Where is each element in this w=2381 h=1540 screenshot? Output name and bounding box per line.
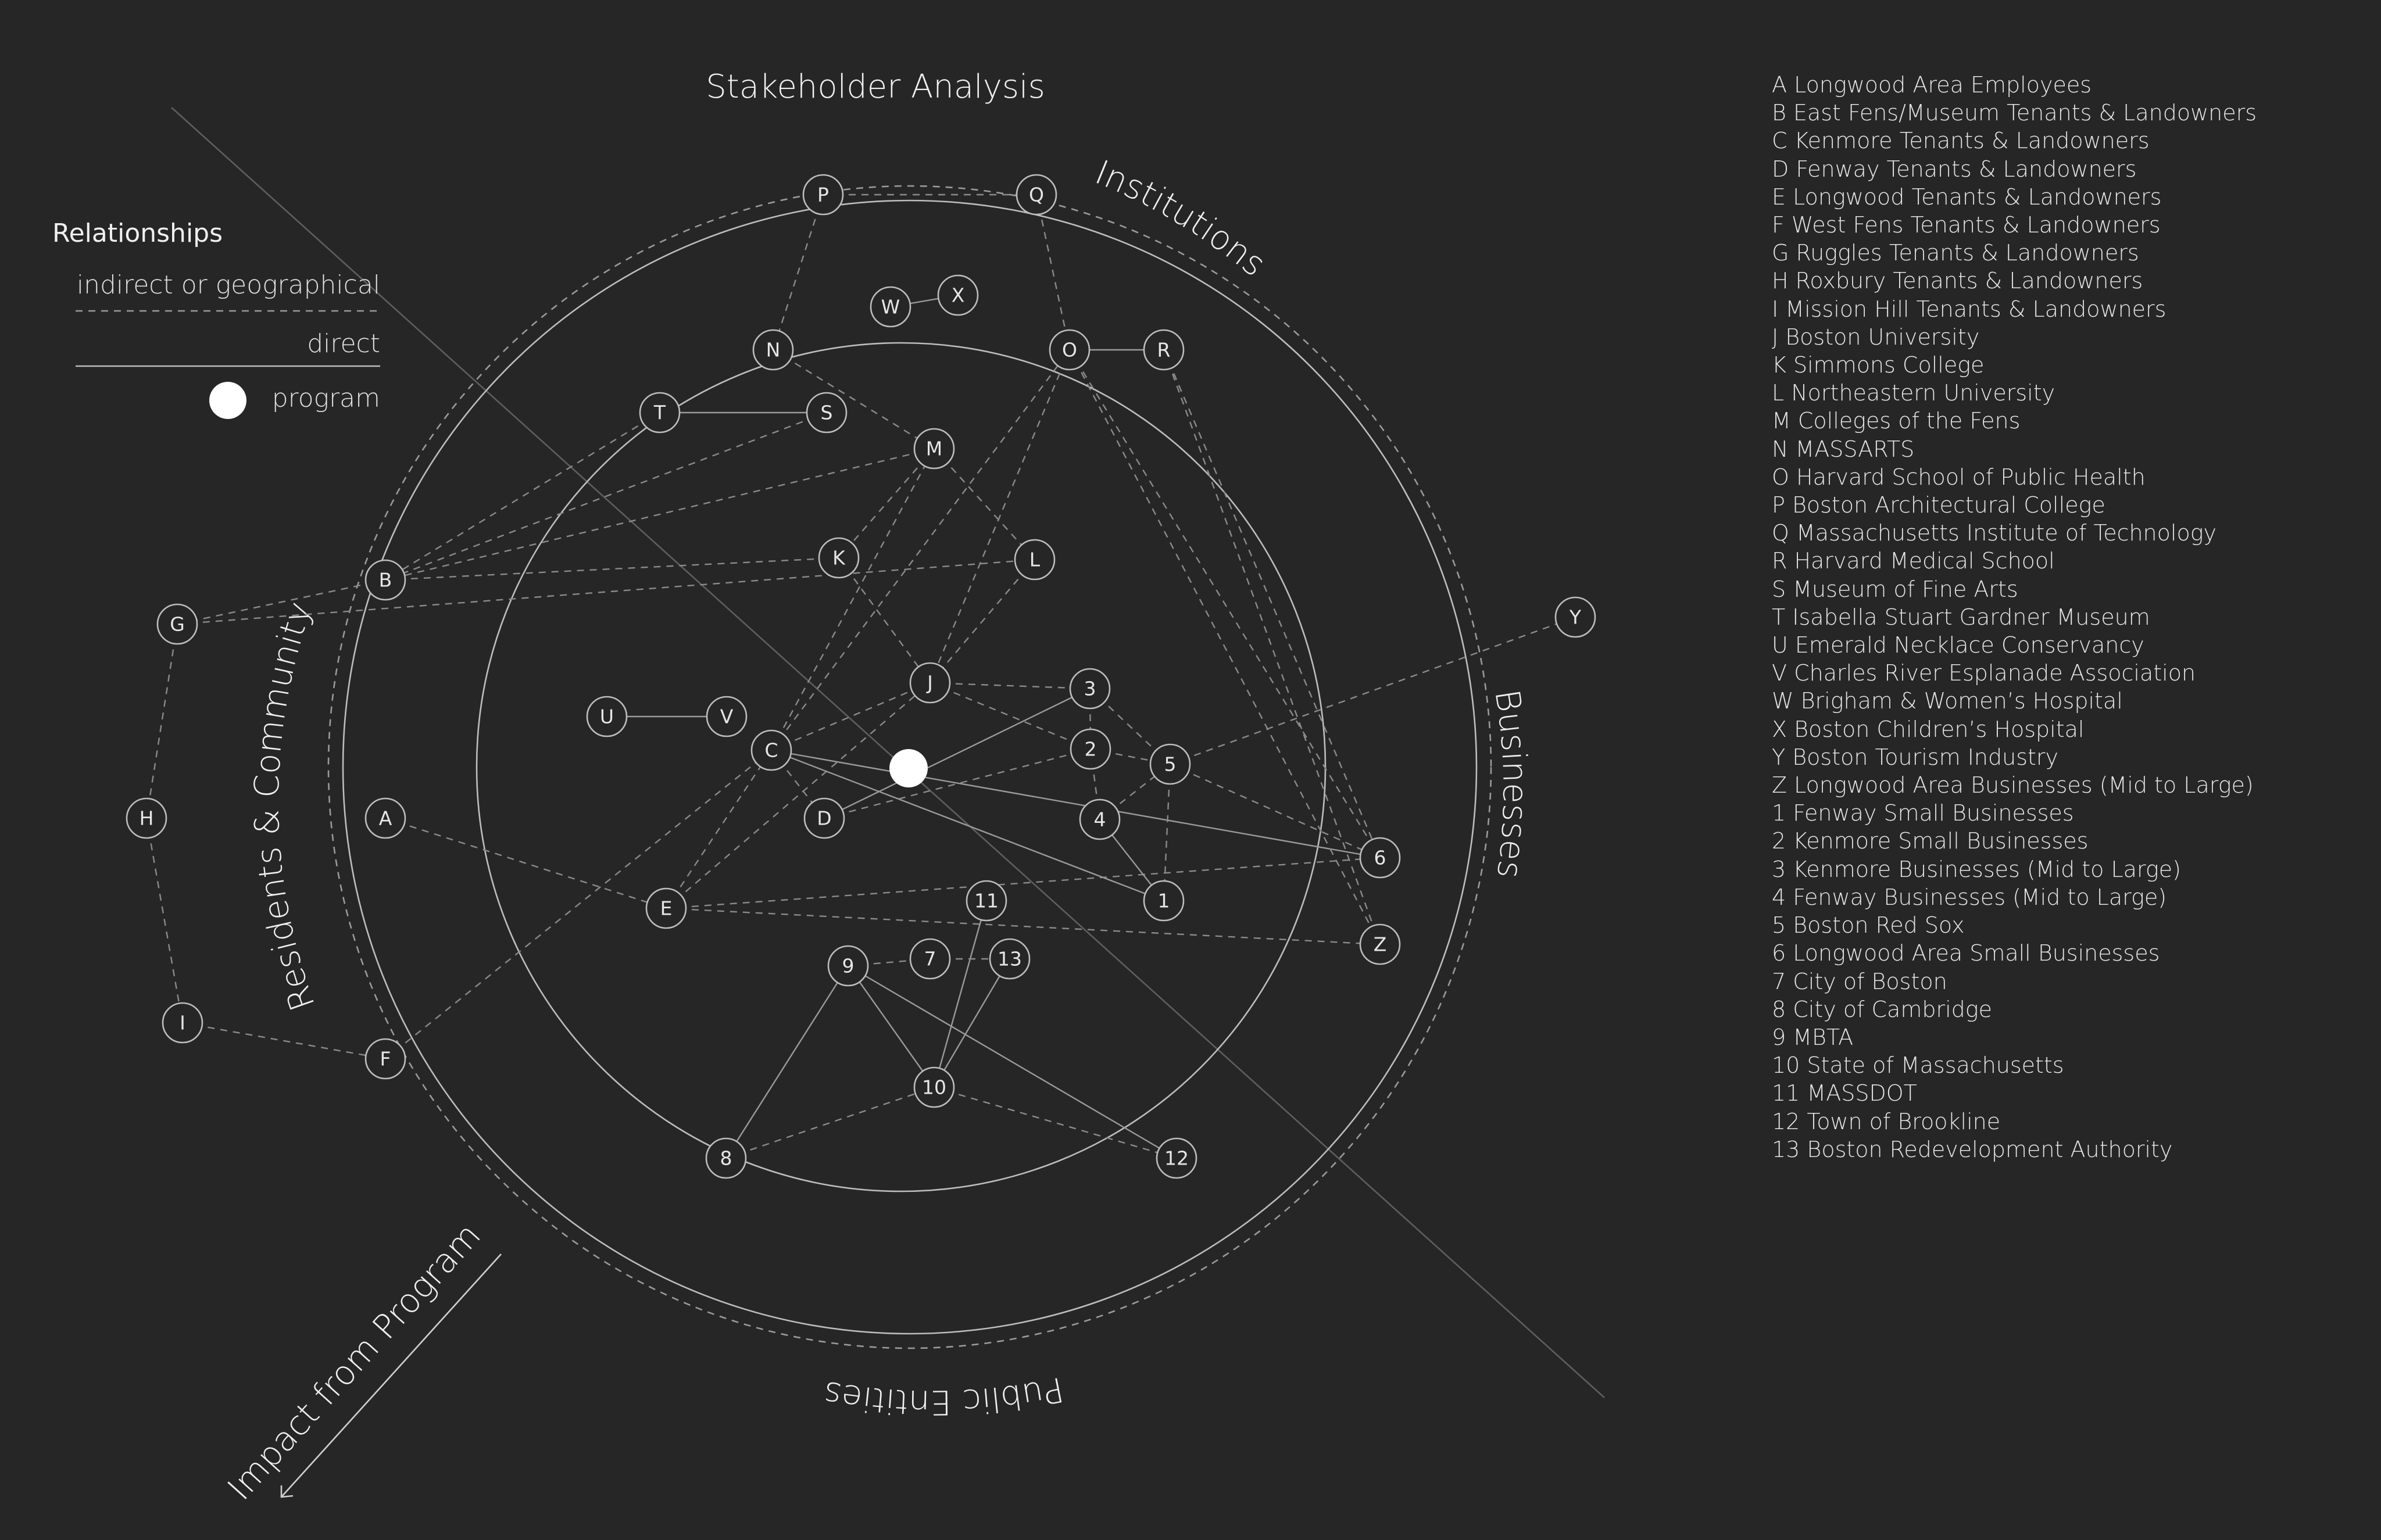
edge-R-Z xyxy=(1164,350,1380,944)
node-label: S xyxy=(820,401,833,424)
legend-direct-label: direct xyxy=(307,329,380,359)
node-label: T xyxy=(653,401,666,424)
key-item: U Emerald Necklace Conservancy xyxy=(1772,632,2144,658)
node-label: F xyxy=(380,1047,391,1070)
edge-C-M xyxy=(771,449,934,750)
node-label: E xyxy=(660,897,673,920)
node-label: O xyxy=(1062,338,1077,361)
node-label: G xyxy=(170,613,185,636)
node-1 xyxy=(1144,881,1184,921)
key-item: F West Fens Tenants & Landowners xyxy=(1772,212,2161,238)
node-2 xyxy=(1071,729,1110,769)
node-9 xyxy=(828,946,868,986)
node-K xyxy=(819,538,859,578)
edge-S-B xyxy=(385,413,827,580)
edge-T-B xyxy=(385,413,660,580)
edge-R-6 xyxy=(1164,350,1380,858)
node-J xyxy=(910,663,950,703)
node-B xyxy=(366,560,405,600)
node-label: 9 xyxy=(842,954,855,977)
key-item: 11 MASSDOT xyxy=(1772,1080,1917,1106)
edge-9-12 xyxy=(848,966,1177,1158)
node-E xyxy=(646,889,686,928)
edge-10-12 xyxy=(934,1087,1177,1158)
node-X xyxy=(938,275,978,315)
program-dot xyxy=(889,749,928,787)
key-item: S Museum of Fine Arts xyxy=(1772,576,2018,602)
node-G xyxy=(158,604,197,644)
node-D xyxy=(805,798,844,838)
key-item: D Fenway Tenants & Landowners xyxy=(1772,156,2137,182)
node-10 xyxy=(914,1068,954,1107)
sector-residents: Residents & Community xyxy=(246,597,323,1016)
node-label: U xyxy=(599,705,614,728)
edge-11-10 xyxy=(934,901,986,1087)
key-item: O Harvard School of Public Health xyxy=(1772,464,2146,490)
node-label: 12 xyxy=(1164,1147,1189,1170)
node-label: B xyxy=(378,568,392,592)
node-label: H xyxy=(139,807,154,830)
sector-businesses: Businesses xyxy=(1487,686,1535,881)
key-item: C Kenmore Tenants & Landowners xyxy=(1772,128,2150,154)
node-C xyxy=(752,730,791,770)
node-label: D xyxy=(817,807,832,830)
edge-L-J xyxy=(930,560,1035,683)
stakeholder-key xyxy=(1772,71,2257,1163)
node-label: A xyxy=(378,807,392,830)
key-item: N MASSARTS xyxy=(1772,436,1915,462)
edge-J-3 xyxy=(930,683,1090,689)
node-label: 7 xyxy=(924,947,936,970)
key-item: Q Massachusetts Institute of Technology xyxy=(1772,520,2216,546)
node-label: 1 xyxy=(1157,889,1170,912)
edge-E-C xyxy=(666,750,771,908)
key-item: E Longwood Tenants & Landowners xyxy=(1772,184,2162,210)
node-label: L xyxy=(1029,548,1041,571)
key-item: 5 Boston Red Sox xyxy=(1772,912,1965,939)
key-item: 2 Kenmore Small Businesses xyxy=(1772,828,2089,854)
node-label: R xyxy=(1157,338,1171,361)
edge-O-6 xyxy=(1070,350,1380,858)
node-label: 11 xyxy=(974,889,999,912)
stakeholder-nodes xyxy=(127,175,1595,1178)
edge-9-10 xyxy=(848,966,934,1087)
edge-I-F xyxy=(183,1023,385,1059)
node-4 xyxy=(1080,800,1120,839)
key-item: 7 City of Boston xyxy=(1772,968,1947,994)
node-P xyxy=(803,175,843,214)
node-T xyxy=(640,393,680,432)
impact-label: Impact from Program xyxy=(219,1215,489,1508)
node-label: J xyxy=(927,671,933,694)
key-item: P Boston Architectural College xyxy=(1772,492,2105,518)
key-item: 12 Town of Brookline xyxy=(1772,1108,2001,1134)
edge-N-M xyxy=(773,350,934,449)
node-label: I xyxy=(180,1011,185,1034)
node-8 xyxy=(706,1138,746,1178)
edge-O-Z xyxy=(1070,350,1380,944)
edge-C-6 xyxy=(771,750,1380,858)
node-label: M xyxy=(925,437,943,460)
node-13 xyxy=(990,939,1029,979)
key-item: L Northeastern University xyxy=(1772,380,2055,406)
node-3 xyxy=(1070,669,1110,708)
key-item: J Boston University xyxy=(1772,324,1980,350)
node-5 xyxy=(1150,744,1190,784)
node-O xyxy=(1050,330,1089,370)
edge-E-6 xyxy=(666,858,1380,908)
node-label: P xyxy=(817,183,829,206)
node-Q xyxy=(1017,175,1056,214)
legend-program-dot xyxy=(209,382,246,419)
node-label: 8 xyxy=(720,1147,732,1170)
node-label: 2 xyxy=(1084,737,1097,761)
legend-indirect-label: indirect or geographical xyxy=(76,270,380,300)
node-Y xyxy=(1556,597,1595,637)
node-label: X xyxy=(951,284,965,307)
node-V xyxy=(707,697,746,736)
node-label: C xyxy=(764,739,778,762)
node-label: K xyxy=(832,546,845,570)
key-item: R Harvard Medical School xyxy=(1772,548,2055,574)
node-12 xyxy=(1157,1138,1196,1178)
key-item: X Boston Children’s Hospital xyxy=(1772,716,2085,742)
node-label: 6 xyxy=(1374,846,1386,869)
edge-J-2 xyxy=(930,683,1091,749)
node-L xyxy=(1015,540,1054,579)
node-A xyxy=(366,798,405,838)
node-label: 4 xyxy=(1093,808,1106,831)
key-item: G Ruggles Tenants & Landowners xyxy=(1772,240,2139,266)
node-I xyxy=(163,1003,202,1043)
edge-G-H xyxy=(146,624,177,818)
edge-O-J xyxy=(930,350,1070,683)
node-11 xyxy=(967,881,1006,921)
key-item: M Colleges of the Fens xyxy=(1772,408,2021,434)
edge-5-6 xyxy=(1170,764,1380,858)
key-item: 6 Longwood Area Small Businesses xyxy=(1772,940,2160,966)
node-6 xyxy=(1360,838,1400,878)
key-item: 1 Fenway Small Businesses xyxy=(1772,800,2074,826)
node-label: 10 xyxy=(922,1076,946,1099)
edge-M-L xyxy=(934,449,1035,560)
key-item: Y Boston Tourism Industry xyxy=(1772,744,2058,770)
key-item: T Isabella Stuart Gardner Museum xyxy=(1772,604,2150,630)
node-S xyxy=(807,393,846,432)
key-item: 9 MBTA xyxy=(1772,1024,1854,1050)
node-H xyxy=(127,798,166,838)
edge-C-J xyxy=(771,683,930,750)
key-item: B East Fens/Museum Tenants & Landowners xyxy=(1772,100,2257,126)
node-W xyxy=(871,287,910,327)
key-item: 13 Boston Redevelopment Authority xyxy=(1772,1136,2173,1162)
key-item: K Simmons College xyxy=(1772,352,1985,378)
key-item: 4 Fenway Businesses (Mid to Large) xyxy=(1772,884,2167,910)
node-M xyxy=(914,429,954,468)
edge-E-Z xyxy=(666,908,1380,944)
node-label: 13 xyxy=(998,947,1022,970)
key-item: 3 Kenmore Businesses (Mid to Large) xyxy=(1772,856,2181,882)
node-R xyxy=(1144,330,1184,370)
key-item: 8 City of Cambridge xyxy=(1772,996,1992,1022)
node-label: W xyxy=(881,295,900,318)
node-label: 5 xyxy=(1164,753,1177,776)
sector-institutions: Institutions xyxy=(1089,152,1274,284)
key-item: W Brigham & Women’s Hospital xyxy=(1772,688,2123,714)
node-label: 3 xyxy=(1084,677,1096,700)
key-item: I Mission Hill Tenants & Landowners xyxy=(1772,296,2167,322)
edge-Q-O xyxy=(1036,195,1070,350)
edge-K-J xyxy=(839,558,930,683)
node-label: V xyxy=(720,705,734,728)
key-item: A Longwood Area Employees xyxy=(1772,72,2092,98)
edge-M-K xyxy=(839,449,934,558)
node-F xyxy=(366,1039,405,1079)
node-Z xyxy=(1360,925,1400,964)
edge-8-10 xyxy=(726,1087,934,1158)
node-U xyxy=(587,697,627,736)
key-item: V Charles River Esplanade Association xyxy=(1772,660,2196,686)
edge-P-N xyxy=(773,195,823,350)
page-title: Stakeholder Analysis xyxy=(706,68,1045,106)
node-N xyxy=(753,330,793,370)
edge-A-E xyxy=(385,818,666,908)
edge-H-I xyxy=(146,818,183,1023)
key-item: 10 State of Massachusetts xyxy=(1772,1052,2064,1079)
edge-B-K xyxy=(385,558,839,580)
node-7 xyxy=(910,939,950,979)
node-label: Z xyxy=(1373,933,1387,956)
sector-public-entities: Public Entities xyxy=(820,1369,1067,1423)
edge-9-8 xyxy=(726,966,848,1158)
key-item: H Roxbury Tenants & Landowners xyxy=(1772,268,2143,294)
key-item: Z Longwood Area Businesses (Mid to Large) xyxy=(1772,772,2254,798)
legend-title: Relationships xyxy=(52,219,223,248)
node-label: Y xyxy=(1569,606,1582,629)
node-label: N xyxy=(766,338,781,361)
edge-F-C xyxy=(385,750,771,1059)
node-label: Q xyxy=(1029,183,1044,206)
legend-program-label: program xyxy=(271,384,380,413)
